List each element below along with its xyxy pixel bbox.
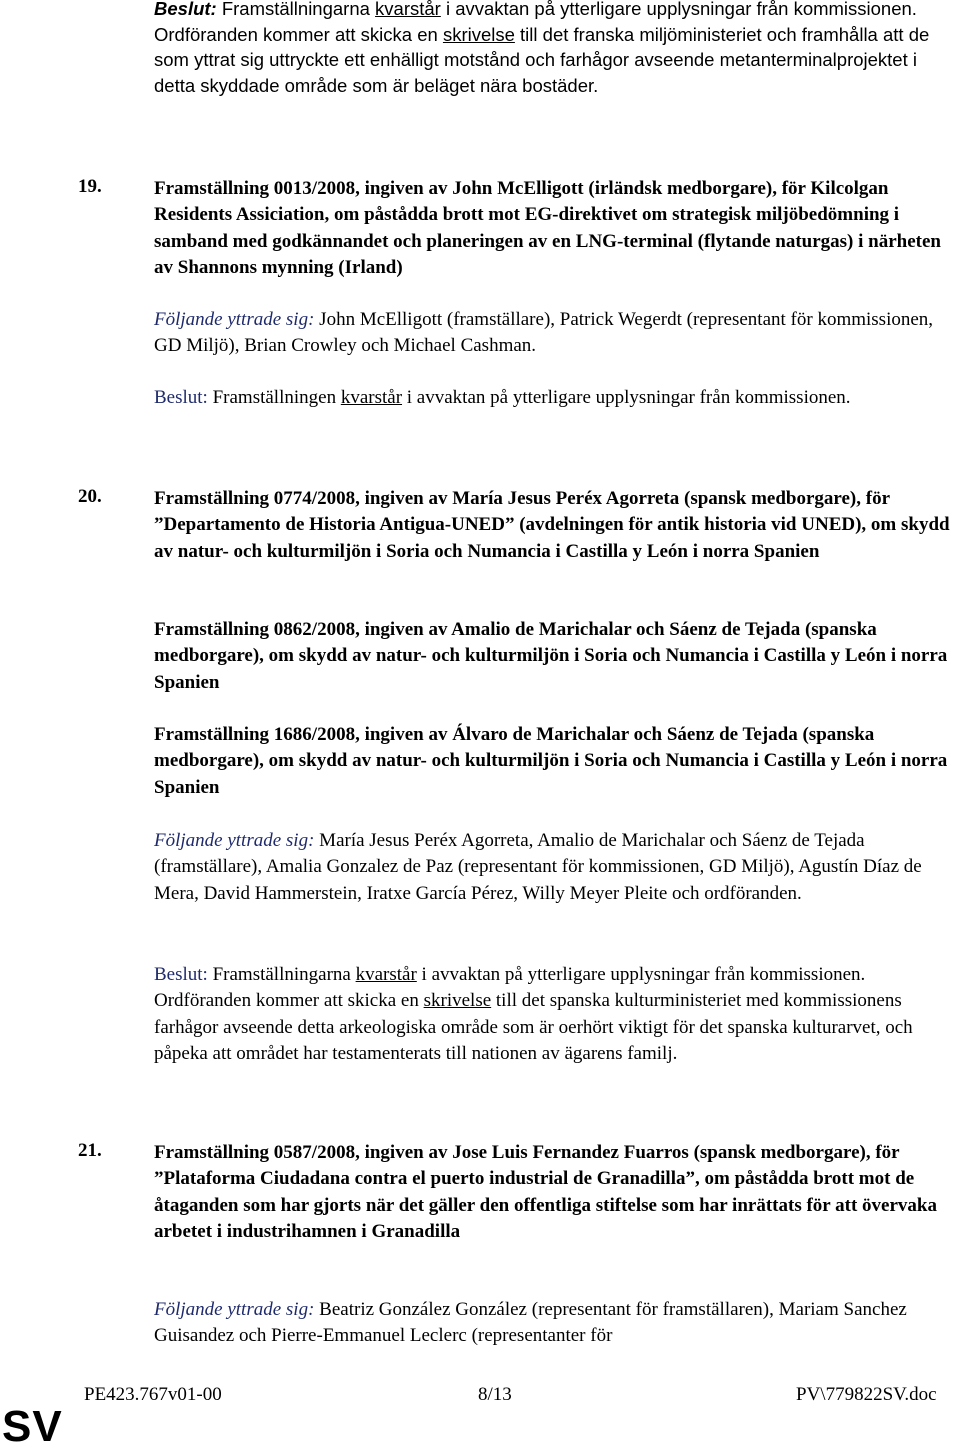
speakers-label: Följande yttrade sig: — [154, 309, 315, 330]
skrivelse-link: skrivelse — [442, 23, 515, 45]
item-19-title: Framställning 0013/2008, ingiven av John McElligott (irländsk medborgare), för Kilcolgan Residents Assiciation, om påstådda brott mot EG-direktivet om strategisk miljöbedömning i samband med godkännandet och planeringen av en LNG-terminal (flytande naturgas) i närheten av Shannons mynning (Irland) — [154, 178, 941, 279]
speakers-label: Följande yttrade sig: — [154, 830, 315, 851]
footer-doc-name: PV\779822SV.doc — [796, 1384, 937, 1405]
item-19-decision: Beslut: Framställningen kvarstår i avvaktan på ytterligare upplysningar från kommissionen. — [154, 387, 851, 408]
decision-label: Beslut: — [154, 964, 208, 985]
kvarstar-link: kvarstår — [355, 964, 417, 985]
footer-reference: PE423.767v01-00 — [84, 1384, 222, 1405]
item-20-title-1: Framställning 0774/2008, ingiven av María Jesus Peréx Agorreta (spansk medborgare), för ”Departamento de Historia Antigua-UNED” (avdelningen för antik historia vid UNED), om skydd av natur- och kulturmiljön i Soria och Numancia i Castilla y León i norra Spanien — [154, 488, 950, 562]
item-21-speakers: Följande yttrade sig: Beatriz González González (representant för framställaren), Mariam Sanchez Guisandez och Pierre-Emmanuel Leclerc (representanter för — [154, 1299, 907, 1347]
item-21-title: Framställning 0587/2008, ingiven av Jose Luis Fernandez Fuarros (spansk medborgare), för ”Plataforma Ciudadana contra el puerto industrial de Granadilla”, om påstådda brott mot de åtaganden som har gjorts när det gäller den offentliga stiftelse som har inrättats för att övervaka arbetet i industrihamnen i Granadilla — [154, 1142, 937, 1243]
item-number-20: 20. — [78, 486, 102, 507]
language-code: SV — [2, 1402, 63, 1451]
item-19-speakers: Följande yttrade sig: John McElligott (framställare), Patrick Wegerdt (representant för kommissionen, GD Miljö), Brian Crowley och Michael Cashman. — [154, 309, 934, 357]
decision-label: Beslut: — [154, 387, 208, 408]
item-20-decision: Beslut: Framställningarna kvarstår i avvaktan på ytterligare upplysningar från kommissionen. Ordföranden kommer att skicka en skrivelse till det spanska kulturministeriet med kommissionens farhågor avseende detta arkeologiska område som är oerhört viktigt för det spanska kulturarvet, och påpeka att området har testamenterats till nationen av ägarens familj. — [154, 964, 913, 1065]
footer-page-number: 8/13 — [478, 1384, 512, 1405]
item-20-speakers: Följande yttrade sig: María Jesus Peréx Agorreta, Amalio de Marichalar och Sáenz de Tejada (framställare), Amalia Gonzalez de Paz (representant för kommissionen, GD Miljö), Agustín Díaz de Mera, David Hammerstein, Iratxe García Pérez, Willy Meyer Pleite och ordföranden. — [154, 830, 922, 904]
item-20-title-2: Framställning 0862/2008, ingiven av Amalio de Marichalar och Sáenz de Tejada (spanska medborgare), om skydd av natur- och kulturmiljön i Soria och Numancia i Castilla y León i norra Spanien — [154, 619, 948, 693]
kvarstar-link: kvarstår — [375, 0, 441, 19]
decision-label: Beslut: — [154, 0, 217, 19]
kvarstar-link: kvarstår — [340, 387, 403, 408]
item-20-title-3: Framställning 1686/2008, ingiven av Álvaro de Marichalar och Sáenz de Tejada (spanska medborgare), om skydd av natur- och kulturmiljön i Soria och Numancia i Castilla y León i norra Spanien — [154, 724, 948, 798]
skrivelse-link: skrivelse — [423, 990, 492, 1012]
speakers-label: Följande yttrade sig: — [154, 1299, 315, 1320]
top-decision-paragraph: Beslut: Framställningarna kvarstår i avvaktan på ytterligare upplysningar från kommissionen. Ordföranden kommer att skicka en skrivelse till det franska miljöministeriet och framhålla att de som yttrat sig uttryckte ett enhälligt motstånd och farhågor avseende metanterminalprojektet i detta skyddade område som är beläget nära bostäder. — [154, 0, 930, 96]
item-number-19: 19. — [78, 176, 102, 197]
item-number-21: 21. — [78, 1140, 102, 1161]
